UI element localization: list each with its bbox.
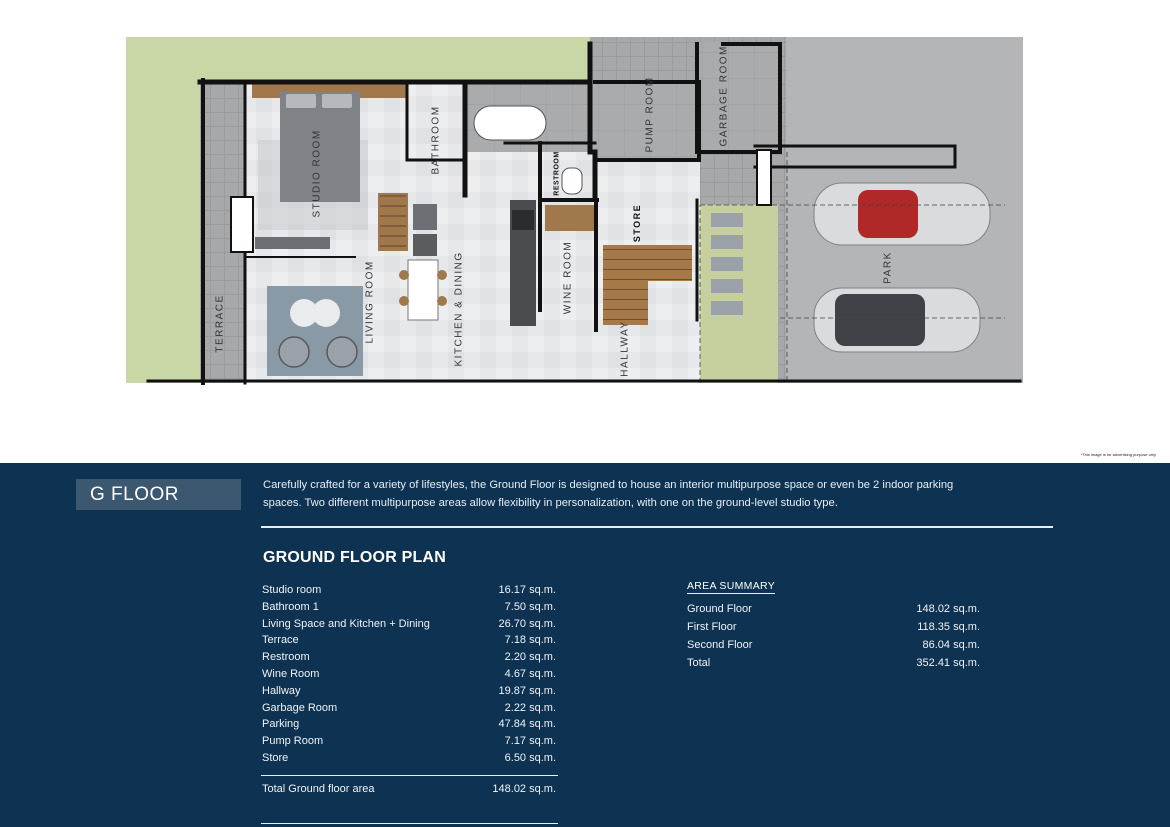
table-row xyxy=(262,733,556,750)
summary-name: Ground Floor xyxy=(687,603,752,615)
table-row xyxy=(262,632,556,649)
floor-tag: G FLOOR xyxy=(76,479,241,510)
label-pump-room: PUMP ROOM xyxy=(644,76,656,153)
room-area: 4.67 sq.m. xyxy=(504,667,556,680)
room-name: Pump Room xyxy=(262,735,324,748)
summary-name: Second Floor xyxy=(687,639,753,651)
room-name: Hallway xyxy=(262,684,301,697)
room-area: 26.70 sq.m. xyxy=(498,617,556,630)
room-name: Store xyxy=(262,751,289,764)
label-store: STORE xyxy=(632,203,642,243)
room-name: Studio room xyxy=(262,584,322,596)
label-bathroom: BATHROOM xyxy=(430,105,442,175)
intro-paragraph: Carefully crafted for a variety of lifestyles, the Ground Floor is designed to house an interior multipurpose space or even be 2 indoor parking spaces. Two different multipurpose areas allow flexibility in personalization, with one on the ground-level studio type. xyxy=(263,479,954,509)
room-name: Terrace xyxy=(262,634,299,647)
summary-row xyxy=(687,618,980,636)
table-row xyxy=(262,582,556,599)
room-name: Garbage Room xyxy=(262,701,338,714)
label-living-room: LIVING ROOM xyxy=(364,260,376,344)
label-garbage-room: GARBAGE ROOM xyxy=(718,45,730,147)
room-area: 16.17 sq.m. xyxy=(498,584,556,596)
divider-bottom xyxy=(261,823,558,824)
summary-area: 352.41 sq.m. xyxy=(916,657,980,669)
divider-total xyxy=(261,775,558,776)
summary-row xyxy=(687,636,980,654)
room-name: Restroom xyxy=(262,651,310,664)
summary-row xyxy=(687,600,980,618)
table-row xyxy=(262,700,556,717)
label-park: PARK xyxy=(882,251,894,284)
room-name: Bathroom 1 xyxy=(262,600,319,613)
total-label: Total Ground floor area xyxy=(262,783,375,795)
table-row xyxy=(262,599,556,616)
summary-name: Total xyxy=(687,657,711,669)
room-area: 2.22 sq.m. xyxy=(504,701,556,714)
table-row xyxy=(262,616,556,633)
label-wine-room: WINE ROOM xyxy=(562,240,574,315)
total-area: 148.02 sq.m. xyxy=(492,783,556,795)
room-name: Living Space and Kitchen + Dining xyxy=(262,617,430,630)
room-name: Parking xyxy=(262,718,300,731)
room-area: 47.84 sq.m. xyxy=(498,718,556,731)
plan-title: GROUND FLOOR PLAN xyxy=(263,549,446,566)
room-area: 7.18 sq.m. xyxy=(504,634,556,647)
table-row xyxy=(262,649,556,666)
room-area: 2.20 sq.m. xyxy=(504,651,556,664)
disclaimer-text: *This image is for advertising purpose only xyxy=(1080,452,1156,457)
label-kitchen-dining: KITCHEN & DINING xyxy=(453,251,465,367)
table-row xyxy=(262,750,556,767)
summary-area: 86.04 sq.m. xyxy=(922,639,980,651)
room-area: 7.17 sq.m. xyxy=(504,735,556,748)
summary-area: 118.35 sq.m. xyxy=(917,621,980,633)
label-terrace: TERRACE xyxy=(214,294,226,353)
table-row xyxy=(262,716,556,733)
summary-area: 148.02 sq.m. xyxy=(916,603,980,615)
room-area: 19.87 sq.m. xyxy=(498,684,556,697)
label-studio-room: STUDIO ROOM xyxy=(311,129,323,218)
room-area-table xyxy=(262,582,556,767)
label-restroom: RESTROOM xyxy=(553,151,561,196)
room-area: 7.50 sq.m. xyxy=(504,600,556,613)
area-summary-title: AREA SUMMARY xyxy=(687,580,776,592)
room-name: Wine Room xyxy=(262,667,320,680)
room-area: 6.50 sq.m. xyxy=(504,751,556,764)
total-row xyxy=(262,781,556,798)
area-summary-table xyxy=(687,600,980,672)
divider-top xyxy=(261,526,1053,528)
info-panel xyxy=(0,463,1170,827)
label-hallway: HALLWAY xyxy=(619,320,631,377)
table-row xyxy=(262,666,556,683)
table-row xyxy=(262,683,556,700)
summary-row xyxy=(687,654,980,672)
summary-name: First Floor xyxy=(687,621,737,633)
